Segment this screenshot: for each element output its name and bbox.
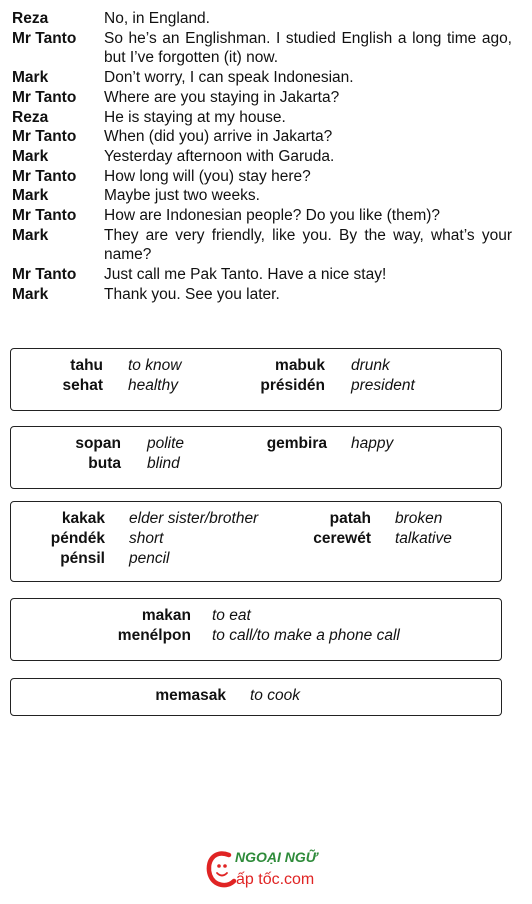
dialogue-line <box>12 29 512 68</box>
vocab-meaning: elder sister/brother <box>129 510 259 527</box>
vocab-word: sopan <box>75 435 121 452</box>
speech-text: Where are you staying in Jakarta? <box>104 88 340 106</box>
vocab-meaning: blind <box>147 455 180 472</box>
dialogue-line <box>12 147 512 167</box>
vocab-word: péndék <box>50 530 105 547</box>
speaker-name: Mark <box>12 187 49 205</box>
dialogue-line <box>12 68 512 88</box>
vocab-box <box>10 348 502 411</box>
speech-text: Maybe just two weeks. <box>104 187 260 205</box>
vocab-word: patah <box>329 510 371 527</box>
vocab-meaning: to call/to make a phone call <box>212 627 400 644</box>
vocab-meaning: to eat <box>212 607 251 624</box>
speaker-name: Mr Tanto <box>12 128 77 146</box>
vocab-meaning: drunk <box>351 357 390 374</box>
vocab-word: menélpon <box>117 627 191 644</box>
speech-text: Thank you. See you later. <box>104 285 280 303</box>
speaker-name: Mark <box>12 285 49 303</box>
vocab-meaning: short <box>129 530 164 547</box>
speech-text: Just call me Pak Tanto. Have a nice stay! <box>104 266 387 284</box>
dialogue-line <box>12 88 512 108</box>
vocab-word: pénsil <box>60 550 105 567</box>
vocab-word: mabuk <box>275 357 325 374</box>
vocab-meaning: pencil <box>129 550 170 567</box>
speech-text: How are Indonesian people? Do you like (them)? <box>104 207 441 225</box>
logo-line2: ấp tốc.com <box>236 871 315 888</box>
vocab-word: sehat <box>62 377 103 394</box>
speech-text: So he’s an Englishman. I studied English a long time ago, but I’ve forgotten (it) now. <box>104 29 512 67</box>
vocab-word: makan <box>141 607 191 624</box>
vocab-word: présidén <box>260 377 325 394</box>
speaker-name: Reza <box>12 10 49 27</box>
speech-text: Yesterday afternoon with Garuda. <box>104 147 335 165</box>
vocab-word: kakak <box>61 510 105 527</box>
speaker-name: Mr Tanto <box>12 88 77 106</box>
vocab-meaning: happy <box>351 435 394 452</box>
speaker-name: Reza <box>12 108 49 126</box>
vocab-meaning: talkative <box>395 530 452 547</box>
speaker-name: Mr Tanto <box>12 266 77 284</box>
logo-c-mark <box>209 854 234 886</box>
dialogue <box>12 9 512 305</box>
dialogue-line <box>12 108 512 128</box>
dialogue-line <box>12 226 512 265</box>
site-logo <box>205 846 330 892</box>
speaker-name: Mark <box>12 226 49 244</box>
dialogue-line <box>12 265 512 285</box>
vocab-meaning: healthy <box>128 377 178 394</box>
speaker-name: Mr Tanto <box>12 29 77 47</box>
vocab-meaning: president <box>351 377 415 394</box>
logo-smile-eye <box>223 864 227 868</box>
dialogue-line <box>12 9 512 29</box>
speaker-name: Mark <box>12 69 49 87</box>
vocab-word: gembira <box>266 435 327 452</box>
dialogue-line <box>12 206 512 226</box>
speaker-name: Mr Tanto <box>12 207 77 225</box>
vocab-box <box>10 678 502 716</box>
vocab-meaning: to know <box>128 357 182 374</box>
dialogue-line <box>12 167 512 187</box>
logo-line1: NGOẠI NGỮ <box>235 849 318 865</box>
vocab-meaning: polite <box>147 435 185 452</box>
vocab-word: buta <box>88 455 121 472</box>
speech-text: No, in England. <box>104 10 210 27</box>
speech-text: They are very friendly, like you. By the way, what’s your name? <box>104 226 512 264</box>
speech-text: He is staying at my house. <box>104 108 286 126</box>
dialogue-line <box>12 127 512 147</box>
speaker-name: Mr Tanto <box>12 167 77 185</box>
vocab-meaning: to cook <box>250 687 300 704</box>
logo-smile-mouth <box>217 873 227 876</box>
logo-smile-eye <box>217 864 221 868</box>
speech-text: Don’t worry, I can speak Indonesian. <box>104 69 354 87</box>
dialogue-line <box>12 285 512 305</box>
vocab-word: memasak <box>155 687 226 704</box>
vocab-meaning: broken <box>395 510 443 527</box>
speech-text: When (did you) arrive in Jakarta? <box>104 128 333 146</box>
vocab-box <box>10 501 502 582</box>
vocab-box <box>10 426 502 489</box>
vocab-box <box>10 598 502 661</box>
speech-text: How long will (you) stay here? <box>104 167 311 185</box>
dialogue-line <box>12 186 512 206</box>
speaker-name: Mark <box>12 147 49 165</box>
vocab-word: cerewét <box>313 530 371 547</box>
vocab-word: tahu <box>70 357 103 374</box>
